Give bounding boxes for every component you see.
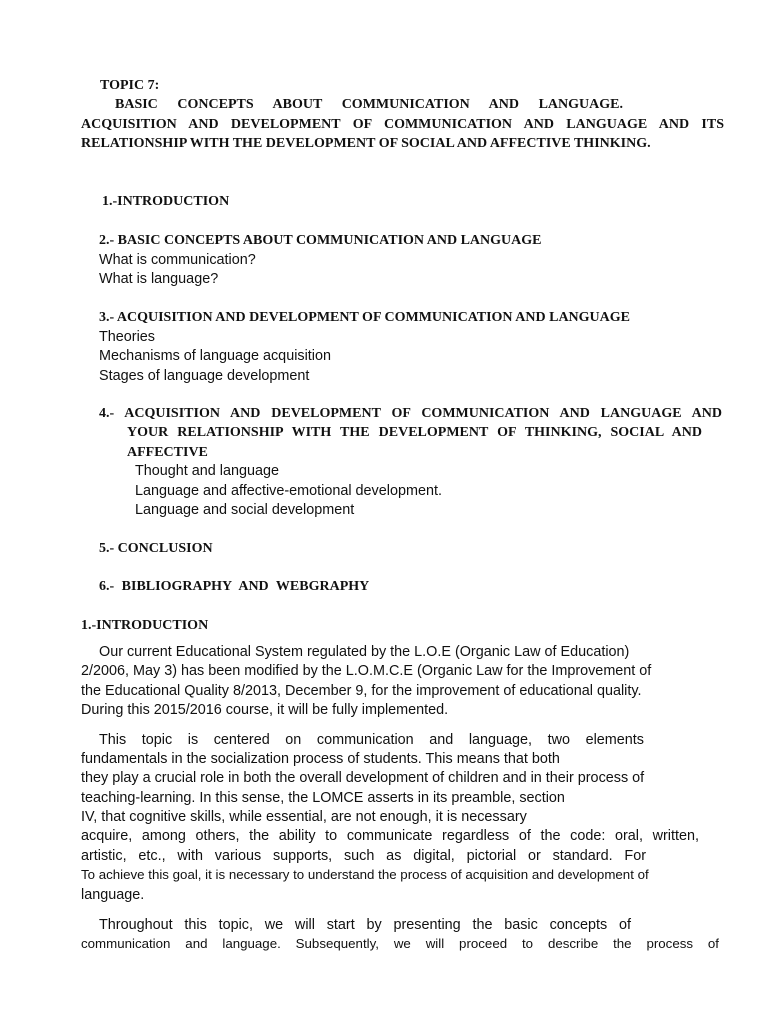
paragraph-line: Our current Educational System regulated by the L.O.E (Organic Law of Education) (99, 644, 630, 660)
outline-item: Thought and language (135, 463, 280, 479)
paragraph-line: 2/2006, May 3) has been modified by the L.O.M.C.E (Organic Law for the Improvement of (81, 663, 652, 679)
outline-item: Language and affective-emotional development. (135, 483, 442, 499)
paragraph-line: the Educational Quality 8/2013, December 9, for the improvement of educational quality. (81, 683, 642, 699)
paragraph-line: artistic, etc., with various supports, such as digital, pictorial or standard. For (81, 848, 646, 864)
title-line-2: ACQUISITION AND DEVELOPMENT OF COMMUNICATION AND LANGUAGE AND ITS (81, 117, 724, 132)
outline-item: Theories (99, 329, 155, 345)
outline-section-1: 1.-INTRODUCTION (102, 194, 230, 209)
outline-section-4-line-1: 4.- ACQUISITION AND DEVELOPMENT OF COMMUNICATION AND LANGUAGE AND (99, 406, 722, 421)
paragraph-line: language. (81, 887, 145, 903)
outline-item: Stages of language development (99, 368, 310, 384)
outline-item: What is communication? (99, 252, 256, 268)
outline-section-4-line-2: YOUR RELATIONSHIP WITH THE DEVELOPMENT OF THINKING, SOCIAL AND (127, 425, 702, 440)
title-line-3: RELATIONSHIP WITH THE DEVELOPMENT OF SOCIAL AND AFFECTIVE THINKING. (81, 136, 651, 151)
outline-section-3: 3.- ACQUISITION AND DEVELOPMENT OF COMMUNICATION AND LANGUAGE (99, 310, 631, 325)
paragraph-line: communication and language. Subsequently, we will proceed to describe the process of (81, 936, 719, 951)
topic-number: TOPIC 7: (100, 78, 160, 93)
section-heading: 1.-INTRODUCTION (81, 618, 209, 633)
outline-item: What is language? (99, 271, 219, 287)
paragraph-line: fundamentals in the socialization process of students. This means that both (81, 751, 560, 767)
paragraph-line: acquire, among others, the ability to communicate regardless of the code: oral, written, (81, 828, 699, 844)
title-line-1: BASIC CONCEPTS ABOUT COMMUNICATION AND LANGUAGE. (115, 97, 623, 112)
paragraph-line: To achieve this goal, it is necessary to understand the process of acquisition and development of (81, 867, 649, 882)
paragraph-line: This topic is centered on communication and language, two elements (99, 732, 644, 748)
outline-item: Language and social development (135, 502, 355, 518)
paragraph-line: they play a crucial role in both the overall development of children and in their process of (81, 770, 645, 786)
paragraph-line: IV, that cognitive skills, while essential, are not enough, it is necessary (81, 809, 527, 825)
paragraph-line: During this 2015/2016 course, it will be fully implemented. (81, 702, 449, 718)
outline-item: Mechanisms of language acquisition (99, 348, 331, 364)
outline-section-4-line-3: AFFECTIVE (127, 445, 208, 460)
outline-section-2: 2.- BASIC CONCEPTS ABOUT COMMUNICATION AND LANGUAGE (99, 233, 542, 248)
outline-section-6: 6.- BIBLIOGRAPHY AND WEBGRAPHY (99, 579, 370, 594)
paragraph-line: Throughout this topic, we will start by presenting the basic concepts of (99, 917, 631, 933)
outline-section-5: 5.- CONCLUSION (99, 541, 213, 556)
paragraph-line: teaching-learning. In this sense, the LOMCE asserts in its preamble, section (81, 790, 565, 806)
